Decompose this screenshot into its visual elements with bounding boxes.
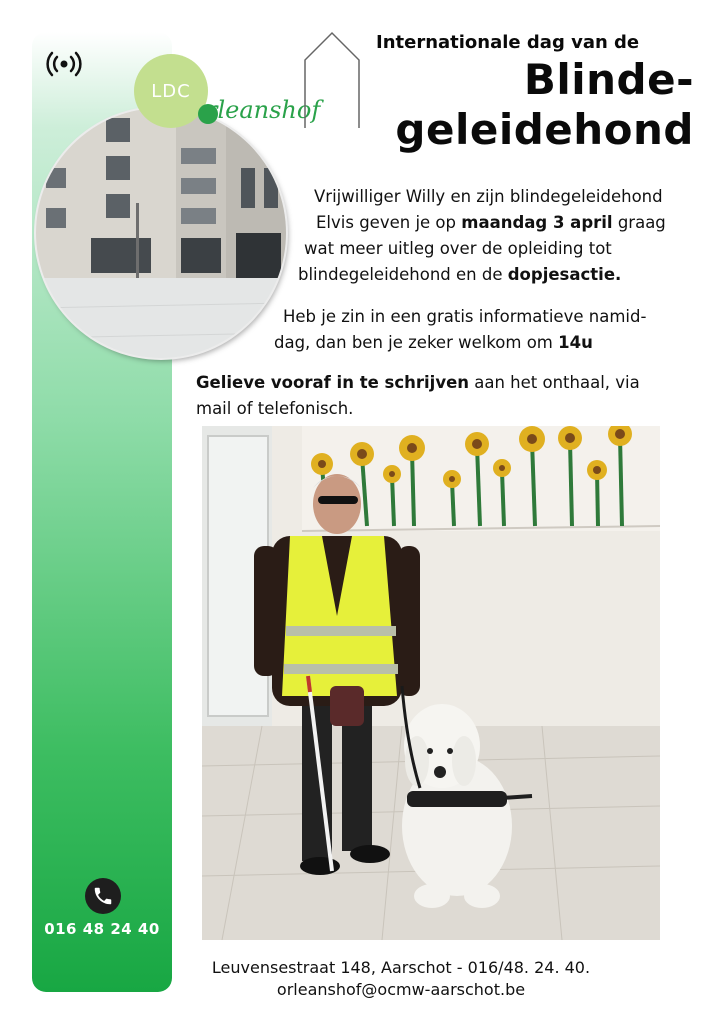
phone-number[interactable]: 016 48 24 40	[44, 920, 160, 938]
headline-title-line1: Blinde-	[523, 55, 694, 104]
intro-line-4	[298, 262, 621, 288]
intro-line-3: wat meer uitleg over de opleiding tot	[304, 239, 612, 258]
broadcast-icon	[44, 50, 84, 78]
event-time: 14u	[558, 333, 593, 352]
event-date: maandag 3 april	[461, 213, 613, 232]
invite-line-1: Heb je zin in een gratis informatieve namid-	[283, 307, 647, 326]
house-outline-icon	[302, 30, 362, 130]
campaign-name: dopjesactie.	[507, 265, 622, 284]
footer-email[interactable]: orleanshof@ocmw-aarschot.be	[276, 980, 526, 999]
intro-line-2-end: graag	[612, 213, 666, 232]
guide-dog-photo	[202, 426, 660, 940]
intro-line-2-text: Elvis geven je op	[316, 213, 462, 232]
signup-line-2: mail of telefonisch.	[196, 399, 354, 418]
logo-name: rleanshof	[206, 96, 321, 124]
intro-line-1: Vrijwilliger Willy en zijn blindegeleidehond	[314, 187, 663, 206]
invite-line-2	[274, 330, 593, 356]
signup-line-1-text: aan het onthaal, via	[469, 373, 640, 392]
signup-line-1	[196, 370, 640, 396]
phone-icon	[85, 878, 121, 914]
intro-line-2	[316, 210, 666, 236]
building-photo	[36, 108, 286, 358]
ldc-logo-badge: LDC	[134, 54, 208, 128]
footer-address: Leuvensestraat 148, Aarschot - 016/48. 24. 40.	[211, 958, 591, 977]
invite-line-2-text: dag, dan ben je zeker welkom om	[274, 333, 559, 352]
headline-subtitle: Internationale dag van de	[376, 32, 640, 53]
signup-emphasis: Gelieve vooraf in te schrijven	[196, 373, 470, 392]
intro-line-4-text: blindegeleidehond en de	[298, 265, 508, 284]
headline-title-line2: geleidehond	[395, 105, 694, 154]
